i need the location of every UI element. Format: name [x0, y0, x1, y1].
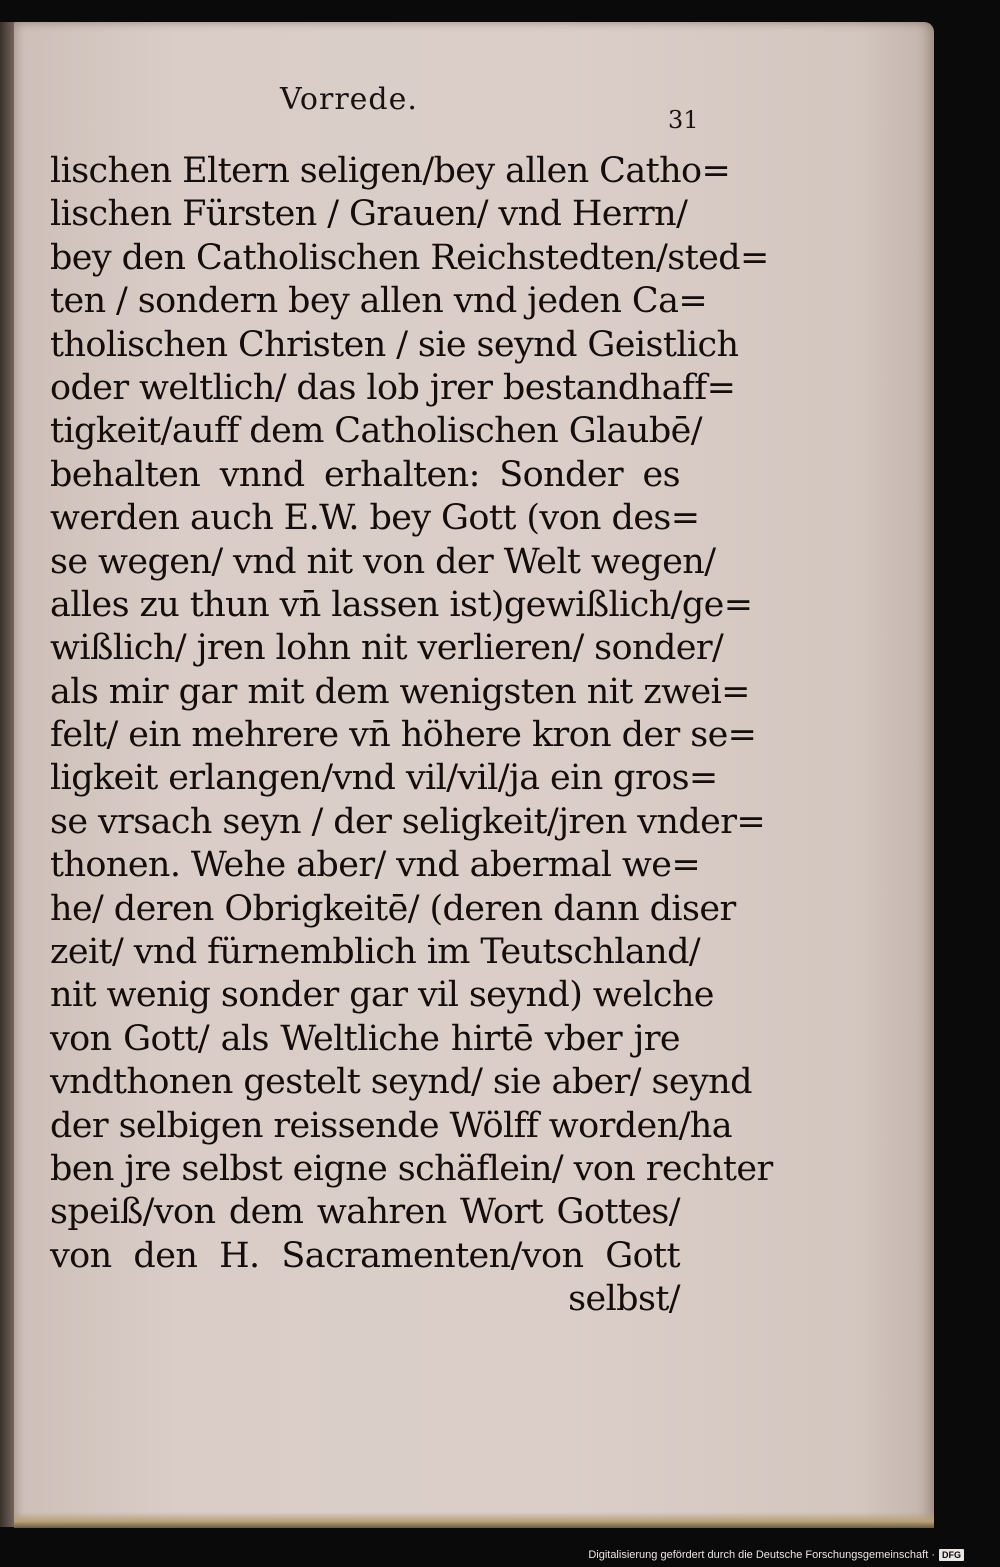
text-line: selbst/: [568, 1279, 680, 1320]
book-page: [14, 22, 934, 1527]
text-line: der selbigen reissende Wölff worden/ha: [50, 1105, 733, 1146]
text-line: nit wenig sonder gar vil seynd) welche: [50, 975, 714, 1016]
text-line: he/ deren Obrigkeitē/ (deren dann diser: [50, 888, 736, 929]
text-line: von Gott/ als Weltliche hirtē vber jre: [50, 1018, 680, 1059]
text-line: tigkeit/auff dem Catholischen Glaubē/: [50, 411, 702, 452]
text-line: zeit/ vnd fürnemblich im Teutschland/: [50, 932, 701, 973]
text-line: oder weltlich/ das lob jrer bestandhaff=: [50, 367, 736, 408]
text-line: se wegen/ vnd nit von der Welt wegen/: [50, 541, 716, 582]
text-block: [50, 150, 773, 1322]
page-number: 31: [668, 106, 699, 134]
text-line: bey den Catholischen Reichstedten/sted=: [50, 237, 769, 278]
text-line: felt/ ein mehrere vn̄ höhere kron der se=: [50, 715, 757, 756]
text-line: behalten vnnd erhalten: Sonder es: [50, 454, 680, 495]
text-line: se vrsach seyn / der seligkeit/jren vnder=: [50, 801, 766, 842]
text-line: speiß/von dem wahren Wort Gottes/: [50, 1192, 680, 1233]
text-line: als mir gar mit dem wenigsten nit zwei=: [50, 671, 750, 712]
text-line: ten / sondern bey allen vnd jeden Ca=: [50, 281, 708, 322]
dfg-logo: DFG: [939, 1549, 964, 1561]
text-line: ben jre selbst eigne schäflein/ von rechter: [50, 1148, 773, 1189]
text-line: lischen Eltern seligen/bey allen Catho=: [50, 151, 731, 191]
text-line: werden auch E.W. bey Gott (von des=: [50, 498, 700, 539]
text-line: tholischen Christen / sie seynd Geistlich: [50, 324, 739, 365]
credit-text: Digitalisierung gefördert durch die Deutsche Forschungsgemeinschaft ·: [588, 1549, 935, 1561]
text-line: wißlich/ jren lohn nit verlieren/ sonder/: [50, 628, 724, 669]
text-line: von den H. Sacramenten/von Gott: [50, 1235, 680, 1276]
text-line: alles zu thun vn̄ lassen ist)gewißlich/ge=: [50, 584, 753, 625]
page-bottom-edge: [14, 1512, 934, 1528]
text-line: lischen Fürsten / Grauen/ vnd Herrn/: [50, 194, 688, 235]
running-head: Vorrede.: [280, 82, 418, 117]
digitization-credit: [588, 1549, 964, 1561]
text-line: thonen. Wehe aber/ vnd abermal we=: [50, 845, 701, 886]
text-line: vndthonen gestelt seynd/ sie aber/ seynd: [50, 1062, 752, 1103]
text-line: ligkeit erlangen/vnd vil/vil/ja ein gros=: [50, 758, 718, 799]
